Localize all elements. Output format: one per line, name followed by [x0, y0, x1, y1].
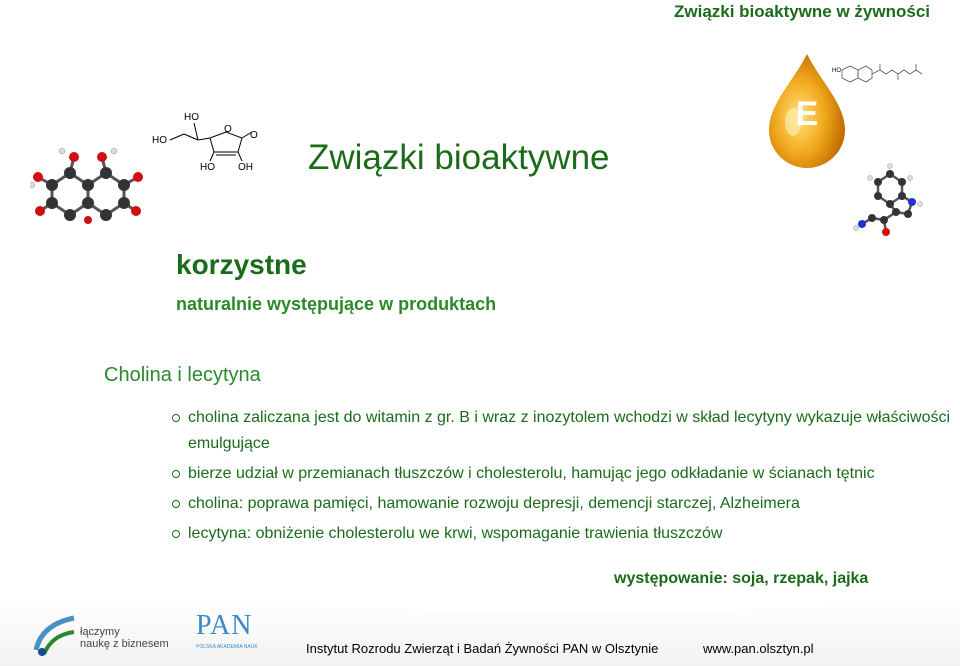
bullet-marker — [170, 461, 188, 487]
bullet-text: cholina zaliczana jest do witamin z gr. B i wraz z inozytolem wchodzi w skład lecytyny wykazuje właściwości emulgujące — [188, 409, 951, 452]
laczymy-text — [80, 626, 190, 650]
label-ho-bottom: HO — [200, 162, 215, 173]
pan-logo-subtext: POLSKA AKADEMIA NAUK — [196, 644, 258, 650]
subtitle-korzystne: korzystne — [176, 249, 307, 280]
bullet-text: cholina: poprawa pamięci, hamowanie rozwoju depresji, demencji starczej, Alzheimera — [188, 495, 800, 512]
molecule-ball-stick-left — [30, 145, 145, 225]
molecule-ball-stick-right — [850, 162, 925, 237]
pan-logo-text: PAN — [196, 610, 253, 641]
bullet-item — [170, 521, 955, 547]
header-title: Związki bioaktywne w żywności — [673, 2, 930, 21]
laczymy-logo-icon — [30, 612, 80, 658]
bullet-item — [170, 461, 955, 487]
label-oh-bottom: OH — [238, 162, 253, 173]
laczymy-line-1: łączymy — [80, 626, 120, 638]
label-ho-left: HO — [152, 135, 167, 146]
bullet-list — [170, 405, 955, 551]
logo-pan — [196, 610, 258, 650]
bullet-text: lecytyna: obniżenie cholesterolu we krwi, wspomaganie trawienia tłuszczów — [188, 525, 723, 542]
bullet-marker — [170, 491, 188, 517]
footer-url[interactable]: www.pan.olsztyn.pl — [703, 641, 814, 656]
bullet-item — [170, 405, 955, 457]
bullet-item — [170, 491, 955, 517]
subtitle-naturalnie: naturalnie występujące w produktach — [176, 294, 497, 314]
section-title: Cholina i lecytyna — [104, 364, 261, 386]
occurrence-text: występowanie: soja, rzepak, jajka — [614, 570, 869, 587]
main-title: Związki bioaktywne — [308, 138, 610, 177]
footer-institute: Instytut Rozrodu Zwierząt i Badań Żywności PAN w Olsztynie — [306, 641, 659, 656]
bullet-marker — [170, 521, 188, 547]
bullet-text: bierze udział w przemianach tłuszczów i cholesterolu, hamując jego odkładanie w ścianach tętnic — [188, 465, 875, 482]
label-o-carbonyl: O — [250, 130, 258, 141]
label-o-ring: O — [224, 124, 232, 135]
tocopherol-structure — [832, 60, 927, 92]
label-ho-top: HO — [184, 112, 199, 123]
bullet-marker — [170, 405, 188, 431]
ascorbic-acid-structure — [150, 108, 280, 180]
vitamin-e-letter: E — [795, 95, 819, 133]
label-tocopherol-ho: HO — [832, 68, 841, 74]
laczymy-line-2: naukę z biznesem — [80, 638, 169, 650]
